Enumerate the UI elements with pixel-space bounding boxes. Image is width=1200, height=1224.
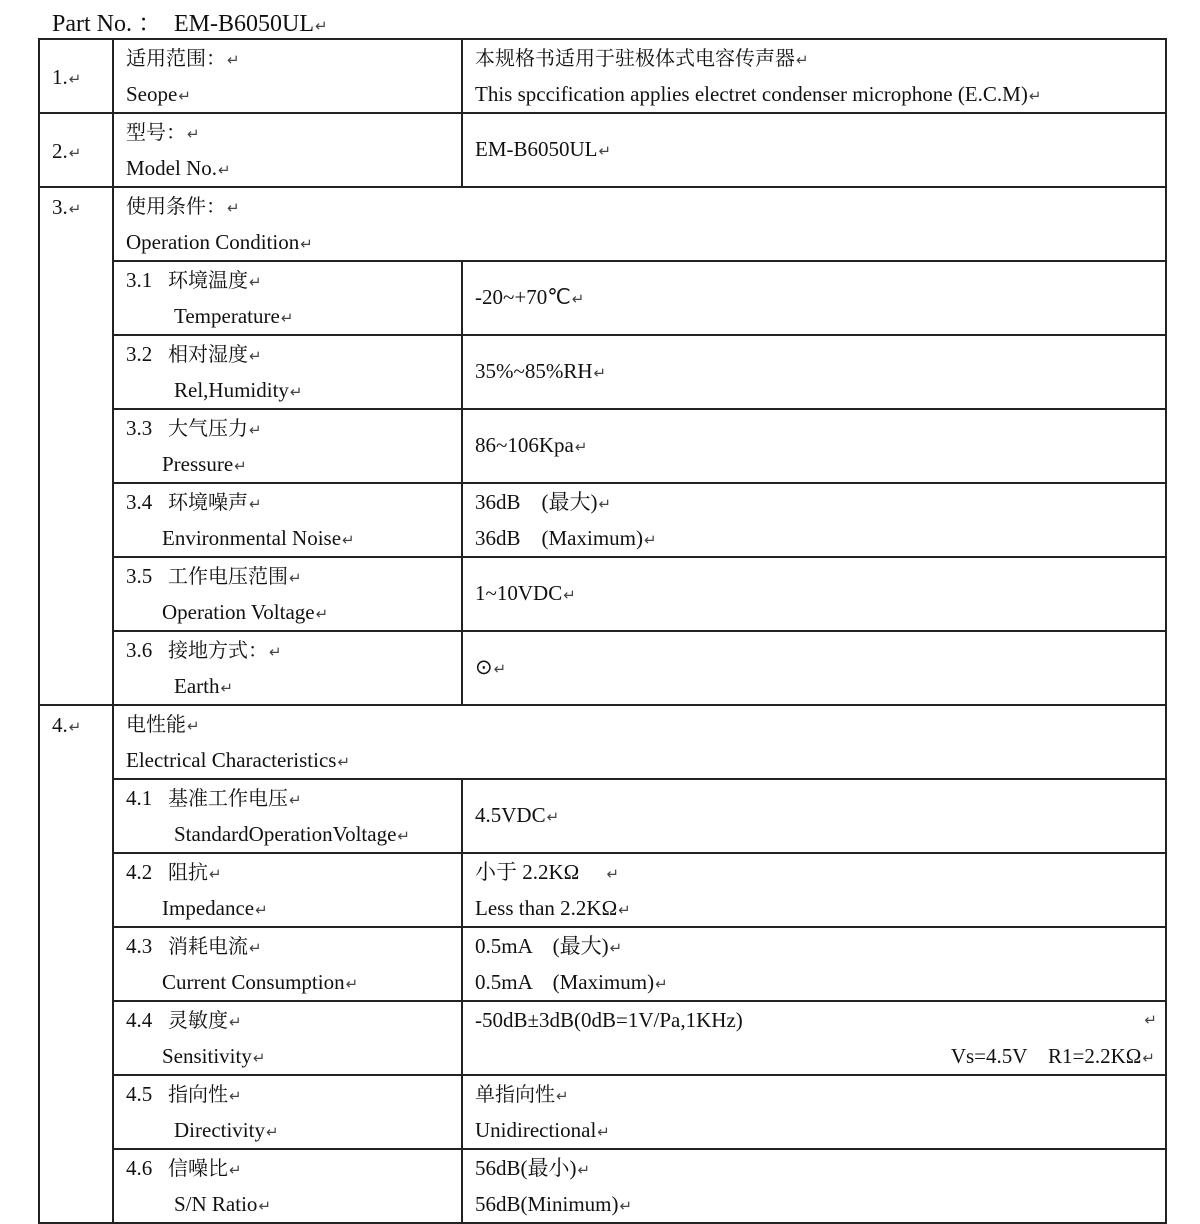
table-row — [39, 557, 1166, 631]
item-value: 36dB (最大)↵ 36dB (Maximum)↵ — [462, 483, 1166, 557]
label-zh: 型号： — [126, 120, 186, 144]
item-label-en: Sensitivity — [162, 1044, 252, 1068]
item-number: 4.6 — [126, 1156, 153, 1180]
item-value: 4.5VDC↵ — [462, 779, 1166, 853]
item-label-en: Operation Voltage — [162, 600, 315, 624]
return-mark-icon: ↵ — [227, 51, 240, 69]
return-mark-icon: ↵ — [249, 273, 262, 291]
return-mark-icon: ↵ — [563, 586, 576, 604]
section-value — [462, 39, 1166, 113]
label-en: Seope — [126, 82, 178, 106]
section-label — [113, 39, 462, 113]
item-label-en: S/N Ratio — [174, 1192, 258, 1216]
return-mark-icon: ↵ — [68, 200, 82, 218]
table-row — [39, 853, 1166, 927]
item-label-en: Impedance — [162, 896, 255, 920]
item-number: 3.6 — [126, 638, 153, 662]
item-label-en: Environmental Noise — [162, 526, 342, 550]
label-zh: 使用条件： — [126, 194, 226, 218]
return-mark-icon: ↵ — [577, 1161, 591, 1179]
item-label-zh: 接地方式： — [168, 638, 268, 662]
item-label — [113, 631, 462, 705]
item-number: 3.2 — [126, 342, 153, 366]
table-row — [39, 631, 1166, 705]
return-mark-icon: ↵ — [187, 125, 200, 143]
table-row — [39, 1075, 1166, 1149]
item-number: 3.4 — [126, 490, 153, 514]
table-row — [39, 779, 1166, 853]
item-label — [113, 779, 462, 853]
part-no-value: EM-B6050UL — [174, 11, 314, 37]
item-label-en: Earth — [174, 674, 220, 698]
return-mark-icon: ↵ — [289, 791, 302, 809]
section-label — [113, 113, 462, 187]
item-label-zh: 消耗电流 — [168, 934, 248, 958]
return-mark-icon: ↵ — [178, 87, 191, 105]
label-en: Electrical Characteristics — [126, 748, 337, 772]
item-value: 0.5mA (最大)↵ 0.5mA (Maximum)↵ — [462, 927, 1166, 1001]
return-mark-icon: ↵ — [289, 383, 303, 401]
return-mark-icon: ↵ — [345, 975, 359, 993]
table-row — [39, 409, 1166, 483]
section-number: 4.↵ — [39, 705, 113, 1223]
label-zh: 电性能 — [126, 712, 186, 736]
return-mark-icon: ↵ — [619, 1197, 633, 1215]
spec-table — [38, 38, 1167, 1224]
item-number: 4.1 — [126, 786, 153, 810]
return-mark-icon: ↵ — [556, 1087, 569, 1105]
label-en: Operation Condition — [126, 230, 300, 254]
item-value: 1~10VDC↵ — [462, 557, 1166, 631]
item-number: 3.5 — [126, 564, 153, 588]
item-label-zh: 指向性 — [168, 1082, 228, 1106]
item-label — [113, 557, 462, 631]
return-mark-icon: ↵ — [315, 605, 329, 623]
table-row — [39, 187, 1166, 261]
item-label-en: Temperature — [174, 304, 280, 328]
item-label-zh: 大气压力 — [168, 416, 248, 440]
return-mark-icon: ↵ — [249, 495, 262, 513]
table-row — [39, 1149, 1166, 1223]
return-mark-icon: ↵ — [227, 199, 240, 217]
return-mark-icon: ↵ — [68, 70, 82, 88]
return-mark-icon: ↵ — [1144, 1011, 1157, 1029]
return-mark-icon: ↵ — [280, 309, 294, 327]
item-value: 小于 2.2KΩ ↵ Less than 2.2KΩ↵ — [462, 853, 1166, 927]
section-label — [113, 187, 1166, 261]
label-zh: 适用范围： — [126, 46, 226, 70]
item-number: 4.4 — [126, 1008, 153, 1032]
return-mark-icon: ↵ — [1142, 1049, 1155, 1067]
return-mark-icon: ↵ — [493, 660, 507, 678]
item-label-en: Current Consumption — [162, 970, 345, 994]
table-row — [39, 335, 1166, 409]
return-mark-icon: ↵ — [315, 17, 328, 35]
item-label-zh: 灵敏度 — [168, 1008, 228, 1032]
return-mark-icon: ↵ — [593, 364, 607, 382]
return-mark-icon: ↵ — [187, 717, 200, 735]
section-value — [462, 113, 1166, 187]
return-mark-icon: ↵ — [234, 457, 247, 475]
return-mark-icon: ↵ — [255, 901, 268, 919]
item-label-zh: 相对湿度 — [168, 342, 248, 366]
item-label-en: Pressure — [162, 452, 234, 476]
table-row — [39, 483, 1166, 557]
item-number: 3.1 — [126, 268, 153, 292]
return-mark-icon: ↵ — [249, 347, 262, 365]
item-label — [113, 483, 462, 557]
part-number-header — [52, 3, 328, 38]
section-number: 3.↵ — [39, 187, 113, 705]
section-number: 2.↵ — [39, 113, 113, 187]
item-label — [113, 335, 462, 409]
return-mark-icon: ↵ — [249, 939, 262, 957]
return-mark-icon: ↵ — [618, 901, 631, 919]
item-number: 4.2 — [126, 860, 153, 884]
return-mark-icon: ↵ — [229, 1013, 242, 1031]
return-mark-icon: ↵ — [289, 569, 302, 587]
item-value: -50dB±3dB(0dB=1V/Pa,1KHz) ↵ Vs=4.5V R1=2.2KΩ↵ — [462, 1001, 1166, 1075]
return-mark-icon: ↵ — [229, 1087, 242, 1105]
item-label-zh: 信噪比 — [168, 1156, 228, 1180]
item-label-zh: 环境温度 — [168, 268, 248, 292]
item-value: 35%~85%RH↵ — [462, 335, 1166, 409]
item-value: 单指向性↵ Unidirectional↵ — [462, 1075, 1166, 1149]
return-mark-icon: ↵ — [598, 142, 612, 160]
return-mark-icon: ↵ — [655, 975, 668, 993]
item-value — [462, 631, 1166, 705]
return-mark-icon: ↵ — [397, 827, 410, 845]
return-mark-icon: ↵ — [1028, 87, 1042, 105]
item-label — [113, 1075, 462, 1149]
item-label-zh: 基准工作电压 — [168, 786, 288, 810]
earth-symbol-icon: ⊙ — [475, 655, 493, 679]
return-mark-icon: ↵ — [68, 718, 82, 736]
return-mark-icon: ↵ — [68, 144, 82, 162]
return-mark-icon: ↵ — [218, 161, 231, 179]
item-label — [113, 927, 462, 1001]
table-row — [39, 927, 1166, 1001]
return-mark-icon: ↵ — [574, 438, 588, 456]
value-zh: 本规格书适用于驻极体式电容传声器 — [475, 46, 795, 70]
item-label-zh: 工作电压范围 — [168, 564, 288, 588]
return-mark-icon: ↵ — [209, 865, 222, 883]
table-row — [39, 113, 1166, 187]
item-label — [113, 1001, 462, 1075]
return-mark-icon: ↵ — [598, 495, 612, 513]
return-mark-icon: ↵ — [300, 235, 313, 253]
return-mark-icon: ↵ — [269, 643, 282, 661]
item-value: -20~+70℃↵ — [462, 261, 1166, 335]
model-value: EM-B6050UL — [475, 137, 598, 161]
item-number: 4.5 — [126, 1082, 153, 1106]
item-label-en: Directivity — [174, 1118, 265, 1142]
return-mark-icon: ↵ — [606, 865, 620, 883]
return-mark-icon: ↵ — [229, 1161, 242, 1179]
return-mark-icon: ↵ — [546, 808, 560, 826]
section-number: 1.↵ — [39, 39, 113, 113]
return-mark-icon: ↵ — [609, 939, 623, 957]
item-number: 3.3 — [126, 416, 153, 440]
item-value: 56dB(最小)↵ 56dB(Minimum)↵ — [462, 1149, 1166, 1223]
value-en: This spccification applies electret condenser microphone (E.C.M) — [475, 82, 1028, 106]
return-mark-icon: ↵ — [342, 531, 355, 549]
return-mark-icon: ↵ — [265, 1123, 279, 1141]
return-mark-icon: ↵ — [644, 531, 657, 549]
item-label — [113, 261, 462, 335]
return-mark-icon: ↵ — [571, 290, 585, 308]
return-mark-icon: ↵ — [252, 1049, 266, 1067]
return-mark-icon: ↵ — [220, 679, 234, 697]
item-label-zh: 环境噪声 — [168, 490, 248, 514]
item-label-en: StandardOperationVoltage — [174, 822, 397, 846]
item-label — [113, 1149, 462, 1223]
return-mark-icon: ↵ — [597, 1123, 610, 1141]
part-no-label: Part No. ： — [52, 11, 162, 37]
section-label — [113, 705, 1166, 779]
return-mark-icon: ↵ — [337, 753, 351, 771]
table-row — [39, 1001, 1166, 1075]
item-label — [113, 853, 462, 927]
item-label — [113, 409, 462, 483]
label-en: Model No. — [126, 156, 217, 180]
item-value: 86~106Kpa↵ — [462, 409, 1166, 483]
return-mark-icon: ↵ — [249, 421, 262, 439]
return-mark-icon: ↵ — [796, 51, 809, 69]
item-label-zh: 阻抗 — [168, 860, 208, 884]
item-number: 4.3 — [126, 934, 153, 958]
table-row — [39, 261, 1166, 335]
table-row — [39, 705, 1166, 779]
item-label-en: Rel,Humidity — [174, 378, 289, 402]
return-mark-icon: ↵ — [258, 1197, 272, 1215]
table-row — [39, 39, 1166, 113]
